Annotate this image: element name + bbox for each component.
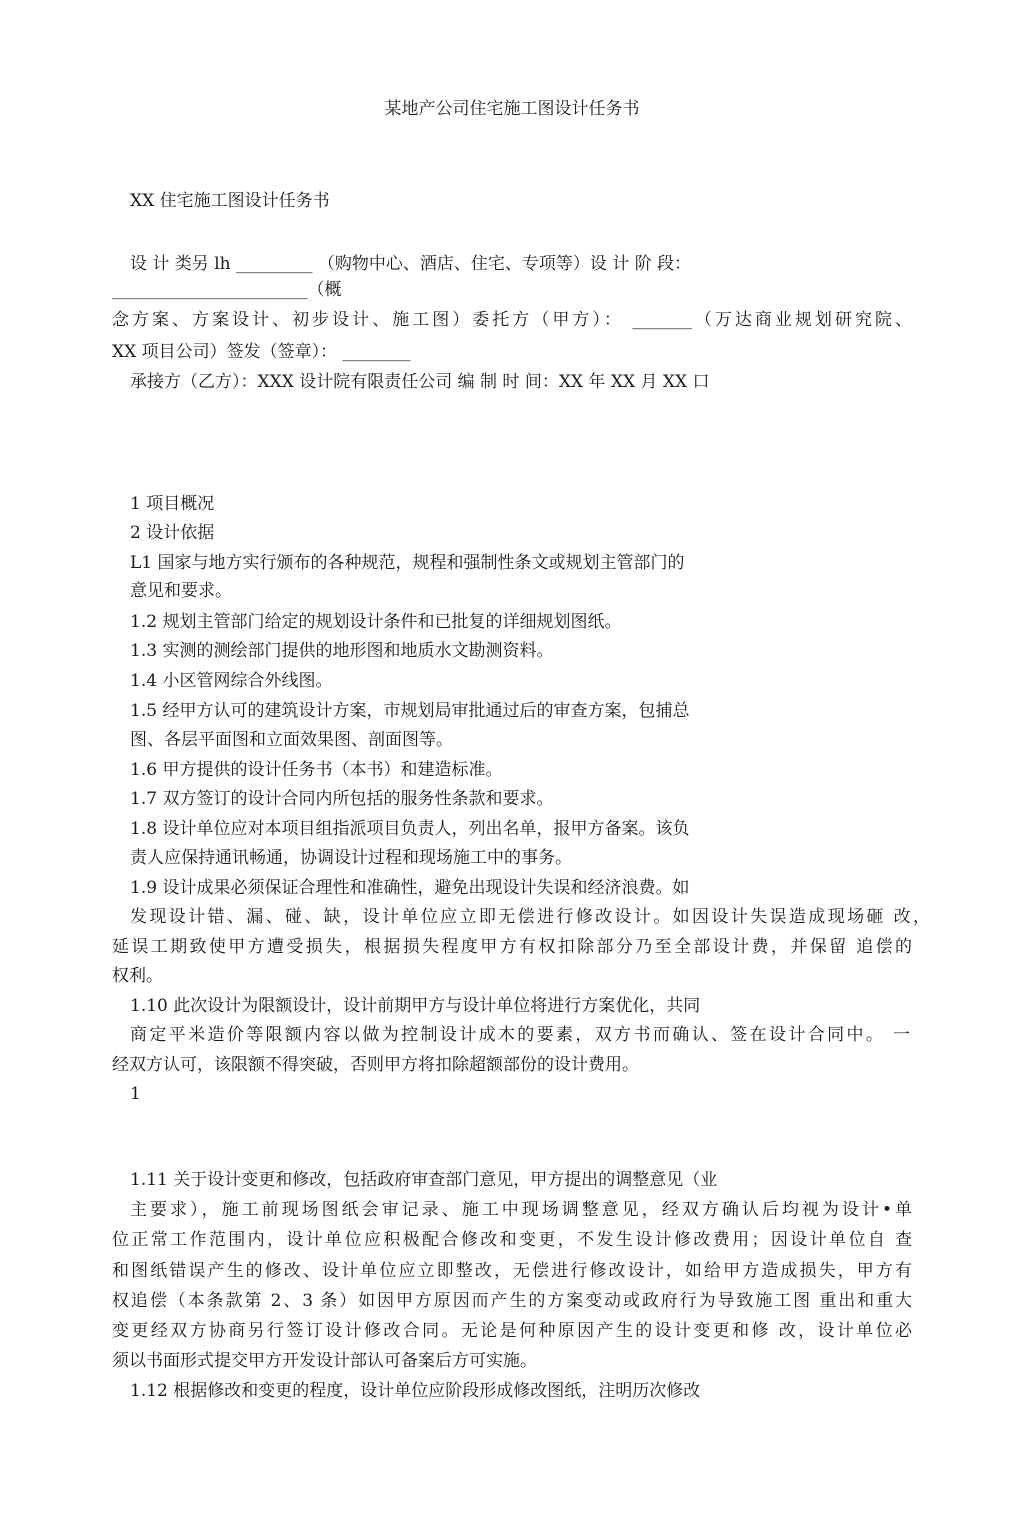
body-line: 2 设计依据 <box>130 523 215 543</box>
body-line: 1.6 甲方提供的设计任务书（本书）和建造标准。 <box>130 760 503 780</box>
body-line: 1.2 规划主管部门给定的规划设计条件和已批复的详细规划图纸。 <box>130 612 622 632</box>
body-line: 图、各层平面图和立面效果图、剖面图等。 <box>130 730 453 750</box>
page-number: 1 <box>130 1084 141 1104</box>
body-line: 主要求），施工前现场图纸会审记录、施工中现场调整意见，经双方确认后均视为设计•单 <box>130 1200 912 1220</box>
body-line: 1.12 根据修改和变更的程度，设计单位应阶段形成修改图纸，注明历次修改 <box>130 1381 701 1401</box>
body-line: 1.4 小区管网综合外线图。 <box>130 671 333 691</box>
body-line: 1.3 实测的测绘部门提供的地形图和地质水文勘测资料。 <box>130 641 554 661</box>
body-line: 1.7 双方签订的设计合同内所包括的服务性条款和要求。 <box>130 789 554 809</box>
body-line: 1.10 此次设计为限额设计，设计前期甲方与设计单位将进行方案优化，共同 <box>130 996 701 1016</box>
body-line: 商定平米造价等限额内容以做为控制设计成木的要素，双方书而确认、签在设计合同中。 一 <box>130 1025 910 1045</box>
body-line: 1 项目概况 <box>130 494 215 514</box>
body-line: 须以书面形式提交甲方开发设计部认可备案后方可实施。 <box>112 1351 537 1371</box>
body-line: 1.5 经甲方认可的建筑设计方案，市规划局审批通过后的审查方案，包捕总 <box>130 701 690 721</box>
body-line: 1.8 设计单位应对本项目组指派项目负责人，列出名单，报甲方备案。该负 <box>130 819 690 839</box>
document-title: 某地产公司住宅施工图设计任务书 <box>384 99 640 119</box>
header-line: 承接方（乙方）：XXX 设计院有限责任公司 编 制 时 间：XX 年 XX 月 XX 口 <box>130 372 710 392</box>
body-line: 延误工期致使甲方遭受损失，根据损失程度甲方有权扣除部分乃至全部设计费，并保留 追偿的 <box>112 937 912 957</box>
body-line: 位正常工作范围内，设计单位应积极配合修改和变更，不发生设计修改费用；因设计单位自 查 <box>112 1230 912 1250</box>
body-line: L1 国家与地方实行颁布的各种规范，规程和强制性条文或规划主管部门的 <box>130 553 685 573</box>
body-line: 责人应保持通讯畅通，协调设计过程和现场施工中的事务。 <box>130 848 572 868</box>
body-line: 变更经双方协商另行签订设计修改合同。无论是何种原因产生的设计变更和修 改，设计单位必 <box>112 1321 912 1341</box>
document-subtitle: XX 住宅施工图设计任务书 <box>130 191 330 211</box>
body-line: 权利。 <box>112 966 163 986</box>
body-line: 1.11 关于设计变更和修改，包括政府审查部门意见，甲方提出的调整意见（业 <box>130 1170 718 1190</box>
body-line: 和图纸错误产生的修改、设计单位应立即整改，无偿进行修改设计，如给甲方造成损失，甲方有 <box>112 1261 912 1281</box>
header-line: _______________________（概 <box>112 280 342 300</box>
body-line: 1.9 设计成果必须保证合理性和准确性，避免出现设计失误和经济浪费。如 <box>130 878 690 898</box>
body-line: 发现设计错、漏、碰、缺，设计单位应立即无偿进行修改设计。如因设计失误造成现场砸 改， <box>130 907 930 927</box>
header-line: 设 计 类另 lh _________ （购物中心、酒店、住宅、专项等）设 计 阶 段： <box>130 254 692 274</box>
header-line: 念方案、方案设计、初步设计、施工图）委托方（甲方）： _______（万达商业规划研究院、 <box>112 310 912 330</box>
body-line: 权追偿（本条款第 2、3 条）如因甲方原因而产生的方案变动或政府行为导致施工图 重出和重大 <box>112 1291 912 1311</box>
header-line: XX 项目公司）签发（签章）： ________ <box>112 342 411 362</box>
body-line: 经双方认可，该限额不得突破，否则甲方将扣除超额部份的设计费用。 <box>112 1055 639 1075</box>
body-line: 意见和要求。 <box>130 581 232 601</box>
